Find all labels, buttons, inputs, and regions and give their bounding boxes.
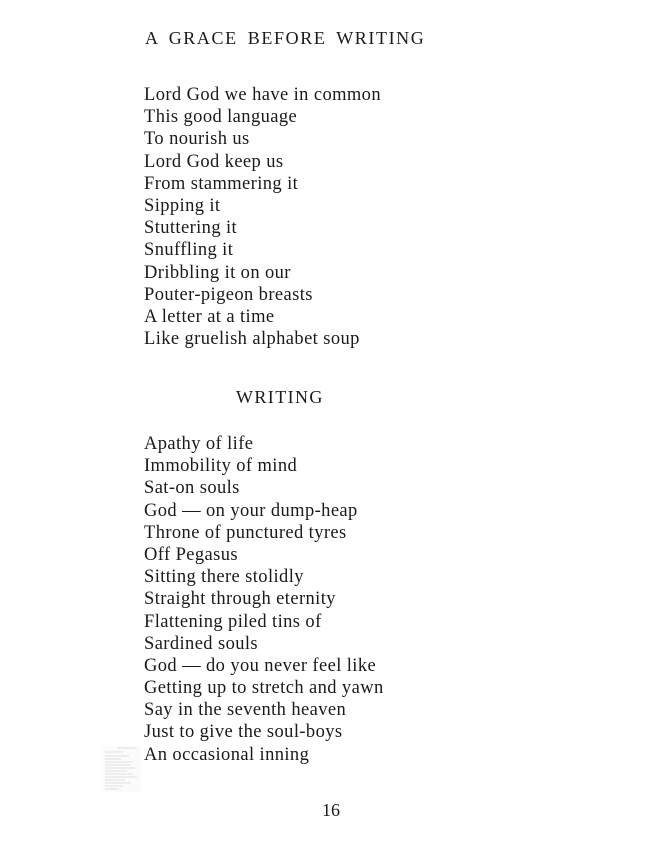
poem-line: Sitting there stolidly <box>144 567 304 588</box>
poem-line: Straight through eternity <box>144 589 336 610</box>
faint-scan-artifact <box>103 746 141 792</box>
poem-line: Sat-on souls <box>144 478 240 499</box>
poem-body-grace-before-writing <box>144 84 381 350</box>
poem-line: Just to give the soul-boys <box>144 722 343 743</box>
poem-line: Like gruelish alphabet soup <box>144 329 360 350</box>
poem-title-writing: WRITING <box>236 387 324 407</box>
poem-line: Flattening piled tins of <box>144 611 322 632</box>
poem-line: An occasional inning <box>144 744 310 765</box>
poem-line: Pouter-pigeon breasts <box>144 284 313 305</box>
poem-line: Dribbling it on our <box>144 262 291 283</box>
page-number: 16 <box>322 800 340 820</box>
poem-line: Snuffling it <box>144 240 234 261</box>
poem-line: This good language <box>144 107 298 128</box>
poem-line: Immobility of mind <box>144 456 298 477</box>
poem-title-grace-before-writing: A GRACE BEFORE WRITING <box>145 28 426 48</box>
poem-line: A letter at a time <box>144 306 275 327</box>
poem-line: Getting up to stretch and yawn <box>144 678 384 699</box>
poem-line: To nourish us <box>144 129 250 150</box>
poem-line: Sipping it <box>144 195 221 216</box>
poem-line: Lord God keep us <box>144 151 284 172</box>
poem-line: Throne of punctured tyres <box>144 522 347 543</box>
poem-line: Lord God we have in common <box>144 85 381 105</box>
poem-line: Say in the seventh heaven <box>144 700 347 721</box>
poem-line: Apathy of life <box>144 434 254 454</box>
poem-line: Sardined souls <box>144 633 259 654</box>
poem-line: God — do you never feel like <box>144 655 377 676</box>
poem-body-writing <box>144 433 384 766</box>
poem-line: God — on your dump-heap <box>144 500 358 521</box>
poem-line: Stuttering it <box>144 218 238 239</box>
poem-line: From stammering it <box>144 173 299 194</box>
poem-line: Off Pegasus <box>144 544 238 565</box>
